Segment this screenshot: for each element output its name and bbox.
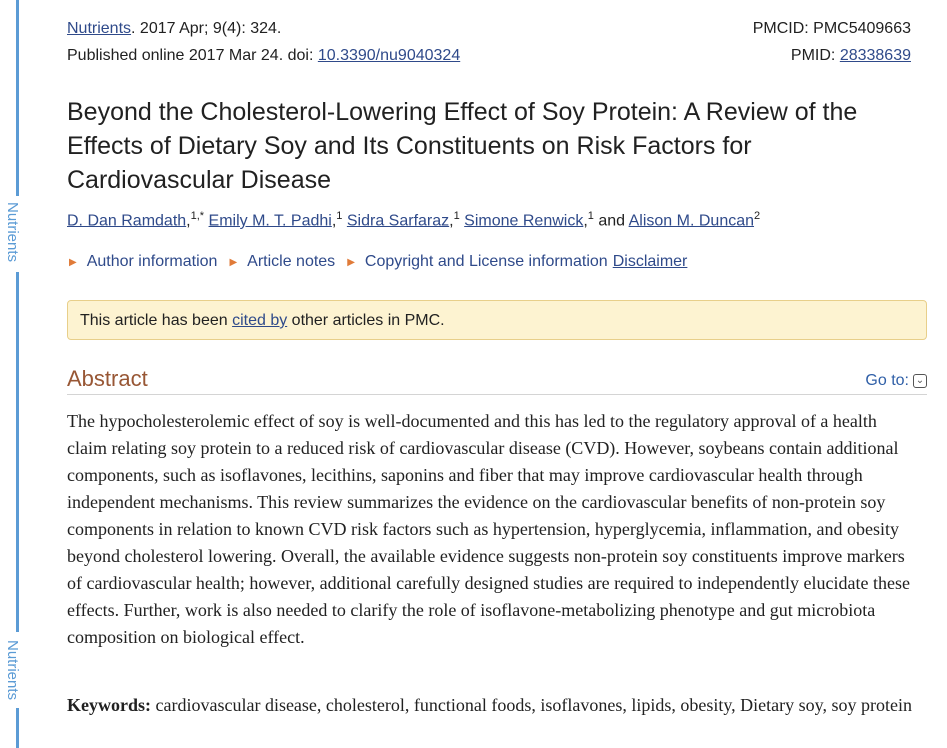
cited-by-link[interactable]: cited by (232, 312, 288, 329)
doi-link[interactable]: 10.3390/nu9040324 (317, 47, 461, 64)
publication-row (67, 47, 911, 65)
sidebar-line (16, 708, 19, 748)
pmid-label: PMID: (790, 47, 840, 64)
author-affiliation[interactable]: 1 (336, 210, 343, 222)
abstract-text: The hypocholesterolemic effect of soy is well-documented and this has led to the regulatory approval of a health claim relating soy protein to a reduced risk of cardiovascular disease (CVD). However, soybeans contain additional components, such as isoflavones, lecithins, saponins and fiber that may improve cardiovascular health through independent mechanisms. This review summarizes the evidence on the cardiovascular benefits of non-protein soy components in relation to known CVD risk factors such as hypertension, hyperglycemia, inflammation, and obesity beyond cholesterol lowering. Overall, the available evidence suggests non-protein soy constituents improve markers of cardiovascular health; however, additional carefully designed studies are required to independently elucidate these effects. Further, work is also needed to clarify the role of isoflavone-metabolizing phenotype and gut microbiota composition on biological effect. (67, 411, 910, 647)
author-list: D. Dan Ramdath,$^{1,*}$ Emily M. T. Padhi,$^1$ Sidra Sarfaraz,$^1$ Simone Renwick,$^1$ and Alison M. Duncan$^2$ (67, 210, 761, 230)
author-link[interactable]: Sidra Sarfaraz (346, 212, 450, 230)
published-prefix: Published online 2017 Mar 24. doi: (67, 47, 318, 64)
citation-row (67, 20, 911, 38)
author-affiliation[interactable]: 1 (587, 210, 594, 222)
cited-text-before: This article has been (80, 312, 233, 329)
triangle-right-icon: ▶ (229, 256, 238, 268)
article-title: Beyond the Cholesterol-Lowering Effect of Soy Protein: A Review of the Effects of Dietary Soy and Its Constituents on Risk Factors for Cardiovascular Disease (67, 98, 858, 194)
sidebar-line (16, 0, 19, 196)
article-info-links (67, 253, 687, 271)
abstract-header (67, 366, 927, 395)
author-link[interactable]: D. Dan Ramdath (67, 212, 187, 230)
keywords-label: Keywords: (67, 695, 151, 715)
triangle-right-icon: ▶ (347, 256, 355, 268)
journal-link[interactable]: Nutrients (67, 20, 132, 37)
goto-menu[interactable] (865, 372, 927, 390)
author-link[interactable]: Alison M. Duncan (628, 212, 755, 230)
author-affiliation[interactable]: 2 (754, 210, 761, 222)
citation-source (67, 20, 281, 38)
pmid (791, 47, 911, 65)
authors-and: and (598, 212, 626, 230)
disclaimer-link[interactable]: Disclaimer (612, 253, 688, 270)
published-info (67, 47, 460, 65)
copyright-toggle[interactable]: Copyright and License information (364, 253, 608, 270)
cited-text-after: other articles in PMC. (287, 312, 445, 329)
goto-label[interactable]: Go to: (865, 372, 909, 389)
author-information-toggle[interactable]: Author information (86, 253, 218, 270)
pmid-link[interactable]: 28338639 (839, 47, 911, 64)
sidebar-journal-label[interactable]: Nutrients (4, 202, 21, 263)
author-affiliation[interactable]: 1,* (190, 210, 205, 222)
author-link[interactable]: Simone Renwick (464, 212, 584, 230)
author-affiliation[interactable]: 1 (453, 210, 460, 222)
sidebar-line (16, 272, 19, 632)
cited-by-notice (67, 300, 927, 340)
article-notes-toggle[interactable]: Article notes (247, 253, 336, 270)
chevron-down-icon[interactable]: ⌄ (913, 374, 927, 388)
abstract-heading: Abstract (67, 366, 148, 391)
issue-info: . 2017 Apr; 9(4): 324. (131, 20, 282, 37)
triangle-right-icon: ▶ (69, 256, 77, 268)
journal-sidebar (0, 0, 40, 748)
sidebar-journal-label[interactable]: Nutrients (4, 640, 21, 701)
pmcid: PMCID: PMC5409663 (752, 20, 911, 37)
author-link[interactable]: Emily M. T. Padhi (208, 212, 332, 230)
keywords-list: cardiovascular disease, cholesterol, functional foods, isoflavones, lipids, obesity, Dietary soy, soy protein (151, 695, 912, 715)
keywords (67, 692, 917, 719)
